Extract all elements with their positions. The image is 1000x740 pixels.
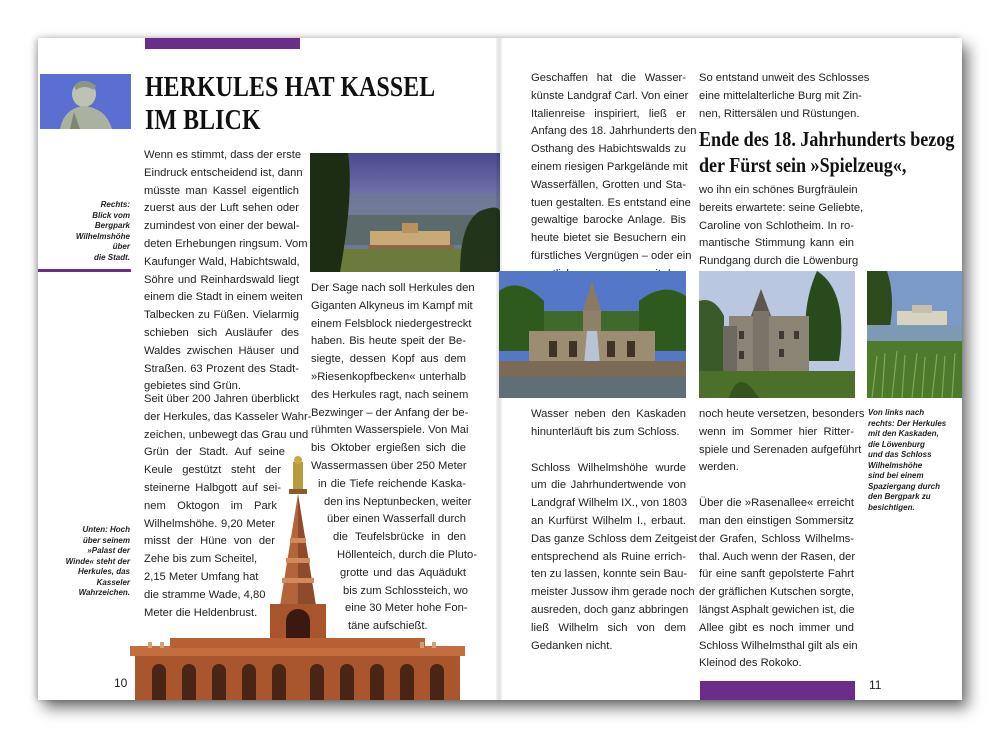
bottom-accent-bar [700,681,855,700]
caption-bergpark: Von links nach rechts: Der Herkules mit den Kaskaden, die Löwenburg und das Schloss Wilhelmshöhe sind bei einem Spaziergang durch den Bergpark zu besichtigen. [868,408,947,512]
left-column-1-paragraph-2: Seit über 200 Jahren überblickt der Herkules, das Kasseler Wahr- zeichen, unbewegt das Grau und Grün der Stadt. Auf seine Keule gestützt steht der steinerne Halbgott auf sei- nem Oktogon im Park Wilhelmshöhe. 9,20 Meter misst der Hüne von der Zehe bis zum Scheitel, 2,15 Meter Umfang hat die stramme Wade, 4,80 Meter die Heldenbrust. [144,393,312,619]
herkules-monument-image [130,456,465,700]
right-column-2-top: So entstand unweit des Schlosses eine mittelalterliche Burg mit Zin- nen, Rittersälen und Rüstungen. [699,72,870,120]
caption-herkules: Unten: Hoch über seinem »Palast der Winde« steht der Herkules, das Kasseler Wahrzeichen. [65,525,130,597]
right-column-2-after-subhead: wo ihn ein schönes Burgfräulein bereits erwartete: seine Geliebte, Caroline von Schlotheim. In ro- mantische Stimmung kann ein Rundgang durch die Löwenburg [699,184,864,268]
book-spread [38,38,962,700]
page-number-right: 11 [869,678,882,692]
photo-schloss-wilhelmshoehe [867,271,962,398]
page-number-left: 10 [114,676,128,690]
left-column-2: Der Sage nach soll Herkules den Giganten Alkyneus im Kampf mit einem Felsblock niedergestreckt haben. Bis heute speit der Be- siegte, dessen Kopf aus dem »Riesenkopfbecken« unterhalb des Herkules ragt, nach seinem Bezwinger – der Anfang der be- rühmten Wasserspiele. Von Mai bis Oktober ergießen sich die Wassermassen über 250 Meter in die Tiefe reichende Kaska- den ins Neptunbecken, weiter über einen Wasserfall durch die Teufelsbrücke in den Höllenteich, durch die Pluto- grotte und das Aquädukt bis zum Schlossteich, wo eine 30 Meter hohe Fon- täne aufschießt. [311,282,477,633]
right-subhead: Ende des 18. Jahrhunderts bezog der Fürst sein »Spielzeug«, [699,127,955,177]
top-accent-bar [145,38,300,49]
right-column-1-top: Geschaffen hat die Wasser- künste Landgraf Carl. Von einer Italienreise inspiriert, ließ er Anfang des 18. Jahrhunderts den Osthang des Habichtswalds zu einem riesigen Parkgelände mit Wasserfällen, Grotten und Sta- tuen gestalten. Es entstand eine gewaltige barocke Anlage. Bis heute bietet sie Besuchern ein fürstliches Vergnügen – oder ein [531,72,697,262]
right-column-2-bottom: noch heute versetzen, besonders wenn im Sommer hier Ritter- spiele und Serenaden aufgeführt werden. Über die »Rasenallee« erreicht man den einstigen Sommersitz der Grafen, Schloss Wilhelms- thal. Auch wenn der Rasen, der für eine sanft gepolsterte Fahrt der gräflichen Kutschen sorgte, längst Asphalt gewichen ist, die Allee gibt es noch immer und Schloss Wilhelmsthal gilt als ein Kleinod des Rokoko. [699,408,865,670]
caption-divider [38,269,131,272]
herkules-head-thumbnail [40,74,131,129]
right-column-1-bottom: Wasser neben den Kaskaden hinunterläuft bis zum Schloss. Schloss Wilhelmshöhe wurde um die Jahrhundertwende von Landgraf Wilhelm IX., von 1803 an Kurfürst Wilhelm I., erbaut. Das ganze Schloss dem Zeitgeist entsprechend als Ruine errich- ten zu lassen, konnte sein Bau- meister Jussow ihm gerade noch ausreden, doch ganz abbringen ließ Wilhelm sich von dem Gedanken nicht. [531,408,698,652]
photo-kaskaden [499,271,686,398]
left-column-1-paragraph-1: Wenn es stimmt, dass der erste Eindruck entscheidend ist, dann müsste man Kassel eigentlich zuerst aus der Luft sehen oder zumindest von einer der bewal- deten Erhebungen ringsum. Vom Kaufunger Wald, Habichtswald, Söhre und Reinhardswald liegt einem die Stadt in einem weiten Talbecken zu Füßen. Vielarmig schieben sich Ausläufer des Waldes zwischen Häuser und Straßen. 63 Prozent des Stadt- gebietes sind Grün. [144,149,308,393]
photo-city-view [310,153,500,272]
caption-city-view: Rechts: Blick vom Bergpark Wilhelmshöhe über die Stadt. [75,200,130,262]
photo-loewenburg [699,271,855,398]
page-title: HERKULES HAT KASSEL IM BLICK [145,71,436,136]
